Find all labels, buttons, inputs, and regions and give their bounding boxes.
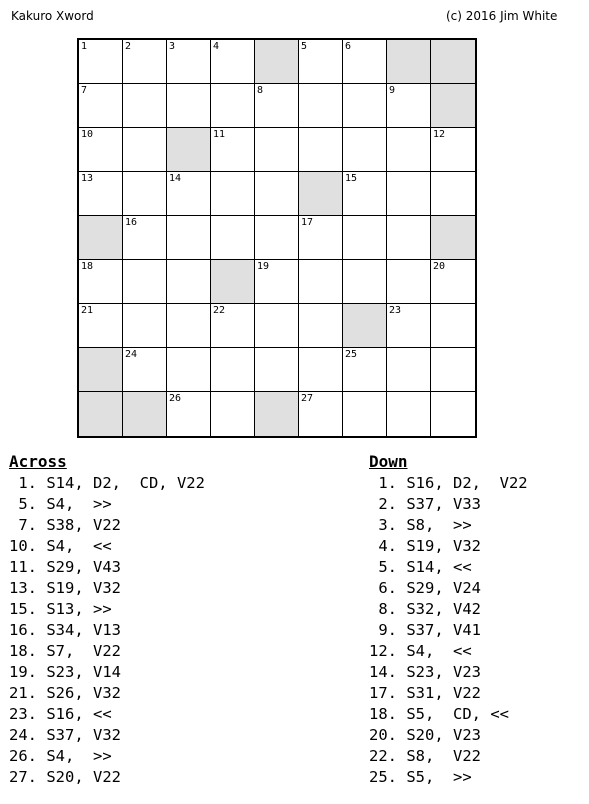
clue-number: 9: [389, 85, 396, 96]
across-clue: 16. S34, V13: [9, 621, 121, 639]
grid-cell[interactable]: [167, 260, 211, 304]
grid-cell[interactable]: [299, 40, 343, 84]
grid-cell[interactable]: [387, 348, 431, 392]
clue-number: 14: [169, 173, 182, 184]
grid-cell[interactable]: [211, 348, 255, 392]
grid-block-cell: [79, 216, 123, 260]
grid-cell[interactable]: [123, 304, 167, 348]
clue-number: 26: [169, 393, 182, 404]
down-clue: 3. S8, >>: [369, 516, 472, 534]
across-clue: 7. S38, V22: [9, 516, 121, 534]
grid-cell[interactable]: [431, 304, 475, 348]
down-clue: 14. S23, V23: [369, 663, 481, 681]
across-clue-list: [9, 473, 205, 788]
grid-cell[interactable]: [299, 392, 343, 436]
grid-block-cell: [431, 216, 475, 260]
clue-number: 16: [125, 217, 138, 228]
grid-cell[interactable]: [431, 128, 475, 172]
down-clue: 2. S37, V33: [369, 495, 481, 513]
grid-block-cell: [431, 40, 475, 84]
grid-cell[interactable]: [255, 304, 299, 348]
clue-number: 5: [301, 41, 308, 52]
across-clue: 13. S19, V32: [9, 579, 121, 597]
across-clue: 24. S37, V32: [9, 726, 121, 744]
grid-cell[interactable]: [299, 216, 343, 260]
clue-number: 25: [345, 349, 358, 360]
clue-number: 10: [81, 129, 94, 140]
grid-block-cell: [211, 260, 255, 304]
grid-block-cell: [343, 304, 387, 348]
grid-block-cell: [79, 348, 123, 392]
grid-cell[interactable]: [167, 40, 211, 84]
grid-cell[interactable]: [167, 304, 211, 348]
clue-number: 22: [213, 305, 226, 316]
down-clue: 17. S31, V22: [369, 684, 481, 702]
clue-number: 15: [345, 173, 358, 184]
clue-number: 6: [345, 41, 352, 52]
clue-number: 13: [81, 173, 94, 184]
grid-cell[interactable]: [431, 260, 475, 304]
grid-cell[interactable]: [343, 260, 387, 304]
down-clue: 18. S5, CD, <<: [369, 705, 509, 723]
grid-cell[interactable]: [387, 216, 431, 260]
clue-number: 3: [169, 41, 176, 52]
clue-number: 1: [81, 41, 88, 52]
across-clue: 26. S4, >>: [9, 747, 112, 765]
grid-cell[interactable]: [431, 348, 475, 392]
grid-cell[interactable]: [343, 348, 387, 392]
grid-cell[interactable]: [211, 304, 255, 348]
grid-cell[interactable]: [343, 392, 387, 436]
down-clue: 12. S4, <<: [369, 642, 472, 660]
grid-cell[interactable]: [167, 172, 211, 216]
grid-cell[interactable]: [123, 260, 167, 304]
clue-number: 21: [81, 305, 94, 316]
clue-number: 4: [213, 41, 220, 52]
grid-cell[interactable]: [255, 348, 299, 392]
grid-cell[interactable]: [123, 348, 167, 392]
copyright-notice: (c) 2016 Jim White: [446, 9, 558, 23]
grid-cell[interactable]: [299, 84, 343, 128]
grid-cell[interactable]: [343, 84, 387, 128]
grid-cell[interactable]: [299, 348, 343, 392]
across-clue: 5. S4, >>: [9, 495, 112, 513]
clue-number: 12: [433, 129, 446, 140]
grid-cell[interactable]: [343, 216, 387, 260]
grid-block-cell: [255, 40, 299, 84]
grid-cell[interactable]: [387, 128, 431, 172]
grid-cell[interactable]: [387, 260, 431, 304]
grid-cell[interactable]: [211, 84, 255, 128]
across-clue: 11. S29, V43: [9, 558, 121, 576]
grid-cell[interactable]: [211, 40, 255, 84]
grid-cell[interactable]: [299, 128, 343, 172]
grid-cell[interactable]: [255, 128, 299, 172]
grid-cell[interactable]: [211, 172, 255, 216]
grid-cell[interactable]: [123, 40, 167, 84]
grid-cell[interactable]: [387, 392, 431, 436]
grid-cell[interactable]: [255, 84, 299, 128]
grid-block-cell: [255, 392, 299, 436]
clue-number: 18: [81, 261, 94, 272]
down-clue: 25. S5, >>: [369, 768, 472, 786]
down-clue-list: [369, 473, 528, 788]
puzzle-grid: [77, 38, 477, 438]
puzzle-title: Kakuro Xword: [11, 9, 94, 23]
clue-number: 17: [301, 217, 314, 228]
grid-cell[interactable]: [167, 216, 211, 260]
grid-cell[interactable]: [79, 172, 123, 216]
grid-cell[interactable]: [387, 304, 431, 348]
grid-block-cell: [123, 392, 167, 436]
grid-cell[interactable]: [299, 304, 343, 348]
down-clue: 6. S29, V24: [369, 579, 481, 597]
down-clue: 22. S8, V22: [369, 747, 481, 765]
across-clue: 23. S16, <<: [9, 705, 112, 723]
across-clue: 27. S20, V22: [9, 768, 121, 786]
clue-number: 2: [125, 41, 132, 52]
grid-block-cell: [431, 84, 475, 128]
grid-block-cell: [79, 392, 123, 436]
grid-cell[interactable]: [343, 172, 387, 216]
grid-cell[interactable]: [343, 128, 387, 172]
across-clue: 15. S13, >>: [9, 600, 112, 618]
clue-number: 23: [389, 305, 402, 316]
grid-cell[interactable]: [299, 260, 343, 304]
grid-block-cell: [167, 128, 211, 172]
across-heading: Across: [9, 452, 67, 471]
grid-cell[interactable]: [79, 40, 123, 84]
across-clue: 10. S4, <<: [9, 537, 112, 555]
grid-cell[interactable]: [255, 172, 299, 216]
clue-number: 11: [213, 129, 226, 140]
grid-cell[interactable]: [123, 216, 167, 260]
grid-cell[interactable]: [123, 172, 167, 216]
grid-cell[interactable]: [123, 128, 167, 172]
grid-cell[interactable]: [79, 84, 123, 128]
grid-cell[interactable]: [343, 40, 387, 84]
grid-cell[interactable]: [167, 392, 211, 436]
grid-block-cell: [299, 172, 343, 216]
grid-cell[interactable]: [79, 304, 123, 348]
clue-number: 7: [81, 85, 88, 96]
down-clue: 8. S32, V42: [369, 600, 481, 618]
clue-number: 8: [257, 85, 264, 96]
grid-cell[interactable]: [387, 172, 431, 216]
across-clue: 19. S23, V14: [9, 663, 121, 681]
across-clue: 18. S7, V22: [9, 642, 121, 660]
clue-number: 20: [433, 261, 446, 272]
down-clue: 4. S19, V32: [369, 537, 481, 555]
grid-cell[interactable]: [167, 348, 211, 392]
clue-number: 27: [301, 393, 314, 404]
down-clue: 9. S37, V41: [369, 621, 481, 639]
down-clue: 20. S20, V23: [369, 726, 481, 744]
grid-cell[interactable]: [79, 260, 123, 304]
grid-cell[interactable]: [255, 216, 299, 260]
grid-cell[interactable]: [255, 260, 299, 304]
grid-cell[interactable]: [167, 84, 211, 128]
grid-cell[interactable]: [431, 392, 475, 436]
clue-number: 24: [125, 349, 138, 360]
grid-cell[interactable]: [79, 128, 123, 172]
grid-cell[interactable]: [387, 84, 431, 128]
grid-cell[interactable]: [211, 392, 255, 436]
across-clue: 21. S26, V32: [9, 684, 121, 702]
grid-cell[interactable]: [431, 172, 475, 216]
clue-number: 19: [257, 261, 270, 272]
down-clue: 5. S14, <<: [369, 558, 472, 576]
grid-cell[interactable]: [211, 216, 255, 260]
across-clue: 1. S14, D2, CD, V22: [9, 474, 205, 492]
down-heading: Down: [369, 452, 408, 471]
down-clue: 1. S16, D2, V22: [369, 474, 528, 492]
grid-block-cell: [387, 40, 431, 84]
grid-cell[interactable]: [123, 84, 167, 128]
grid-cell[interactable]: [211, 128, 255, 172]
